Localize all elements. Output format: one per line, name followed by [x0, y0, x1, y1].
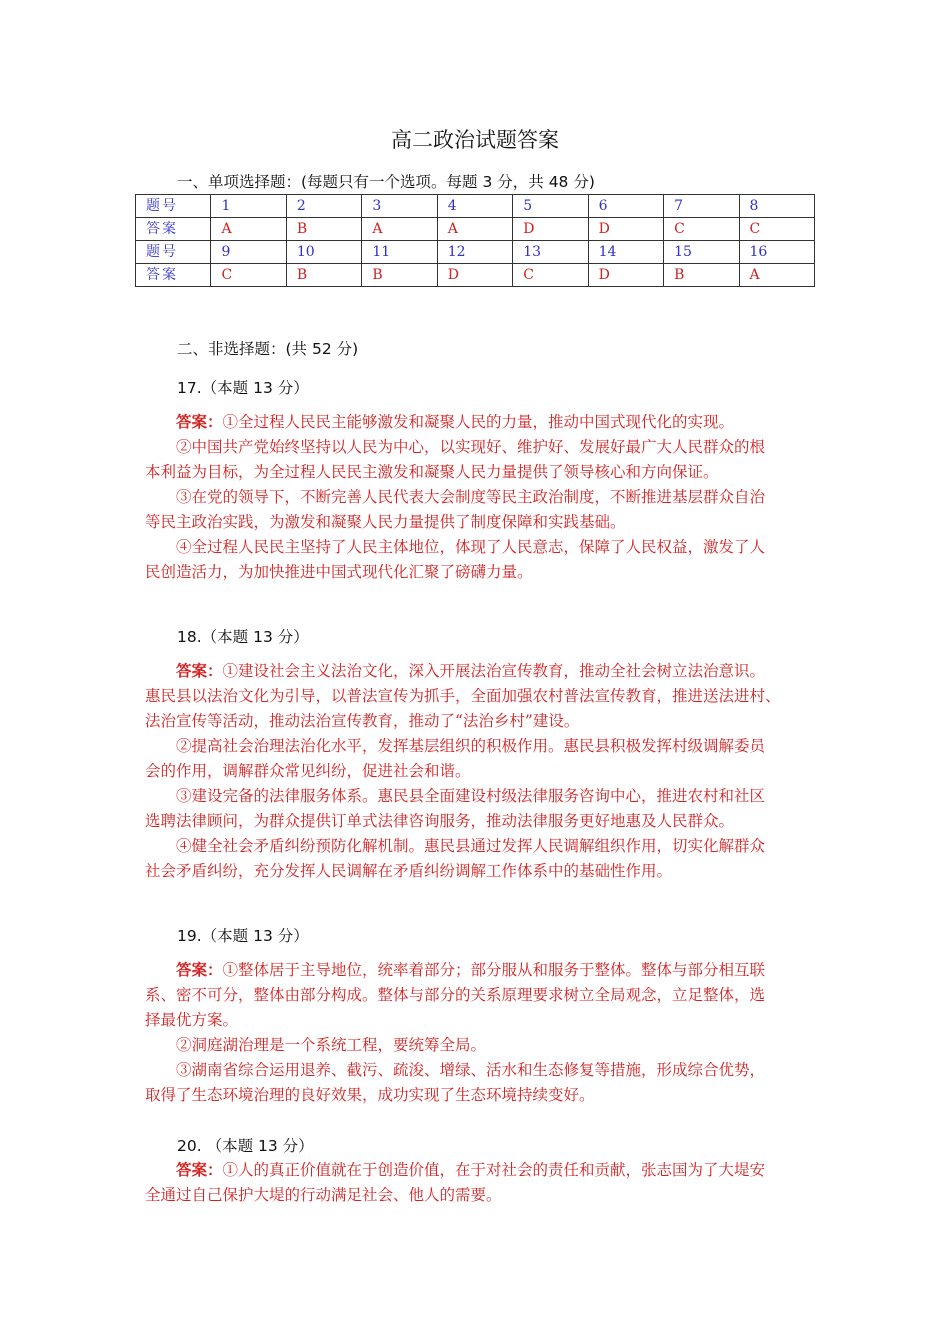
answer-line: 本利益为目标，为全过程人民民主激发和凝聚人民力量提供了领导核心和方向保证。 [145, 463, 719, 481]
question-number: 16 [739, 241, 815, 264]
answer-line: 全通过自己保护大堤的行动满足社会、他人的需要。 [145, 1186, 502, 1204]
answer-line: ①整体居于主导地位，统率着部分；部分服从和服务于整体。整体与部分相互联 [222, 961, 766, 979]
answer-line: 民创造活力，为加快推进中国式现代化汇聚了磅礴力量。 [145, 563, 533, 581]
question-20-heading: 20. （本题 13 分） [177, 1137, 314, 1155]
question-number: 5 [513, 195, 588, 218]
question-19-heading: 19.（本题 13 分） [177, 927, 309, 945]
answer-cell: A [211, 218, 286, 241]
question-number: 15 [664, 241, 739, 264]
answer-cell: C [513, 264, 588, 287]
question-number: 13 [513, 241, 588, 264]
question-number: 14 [588, 241, 663, 264]
question-number: 2 [286, 195, 361, 218]
answer-line: ④全过程人民民主坚持了人民主体地位，体现了人民意志，保障了人民权益，激发了人 [176, 538, 766, 556]
answer-label: 答案： [176, 960, 223, 979]
answer-cell: B [286, 264, 361, 287]
answer-label: 答案： [176, 661, 223, 680]
answer-line: 取得了生态环境治理的良好效果，成功实现了生态环境持续变好。 [145, 1086, 595, 1104]
answer-line: ②中国共产党始终坚持以人民为中心，以实现好、维护好、发展好最广大人民群众的根 [176, 438, 766, 456]
row-label: 答案 [136, 218, 211, 241]
answer-cell: A [362, 218, 437, 241]
table-row [136, 218, 815, 241]
table-row [136, 195, 815, 218]
answer-cell: A [739, 264, 815, 287]
answer-cell: D [588, 218, 663, 241]
answer-cell: C [739, 218, 815, 241]
table-row [136, 264, 815, 287]
answer-line: ①建设社会主义法治文化，深入开展法治宣传教育，推动全社会树立法治意识。 [222, 662, 766, 680]
section-1-heading: 一、单项选择题：(每题只有一个选项。每题 3 分，共 48 分) [177, 173, 595, 191]
table-row [136, 241, 815, 264]
answer-cell: C [664, 218, 739, 241]
answer-line: ①人的真正价值就在于创造价值，在于对社会的责任和贡献，张志国为了大堤安 [222, 1161, 766, 1179]
document-title: 高二政治试题答案 [391, 128, 559, 152]
answer-label: 答案： [176, 1160, 223, 1179]
question-number: 11 [362, 241, 437, 264]
question-number: 1 [211, 195, 286, 218]
answer-line: ③湖南省综合运用退养、截污、疏浚、增绿、活水和生态修复等措施，形成综合优势， [176, 1061, 766, 1079]
answer-cell: C [211, 264, 286, 287]
answer-line: 社会矛盾纠纷，充分发挥人民调解在矛盾纠纷调解工作体系中的基础性作用。 [145, 862, 673, 880]
answer-cell: D [437, 264, 512, 287]
question-20-answer [145, 1157, 810, 1208]
section-2-heading: 二、非选择题：(共 52 分) [177, 340, 359, 358]
answer-table [135, 194, 815, 287]
answer-line: ④健全社会矛盾纠纷预防化解机制。惠民县通过发挥人民调解组织作用，切实化解群众 [176, 837, 766, 855]
answer-cell: D [588, 264, 663, 287]
question-number: 12 [437, 241, 512, 264]
answer-line: 惠民县以法治文化为引导，以普法宣传为抓手，全面加强农村普法宣传教育，推进送法进村、 [145, 687, 781, 705]
answer-cell: D [513, 218, 588, 241]
answer-cell: A [437, 218, 512, 241]
answer-line: ②洞庭湖治理是一个系统工程，要统筹全局。 [176, 1036, 487, 1054]
question-number: 9 [211, 241, 286, 264]
row-label: 题号 [136, 241, 211, 264]
answer-label: 答案： [176, 412, 223, 431]
question-17-answer [145, 409, 810, 585]
answer-line: 系、密不可分，整体由部分构成。整体与部分的关系原理要求树立全局观念，立足整体，选 [145, 986, 766, 1004]
answer-cell: B [664, 264, 739, 287]
question-19-answer [145, 957, 810, 1108]
answer-line: 选聘法律顾问，为群众提供订单式法律咨询服务，推动法律服务更好地惠及人民群众。 [145, 812, 735, 830]
question-number: 6 [588, 195, 663, 218]
row-label: 题号 [136, 195, 211, 218]
answer-cell: B [362, 264, 437, 287]
answer-line: 法治宣传等活动，推动法治宣传教育，推动了“法治乡村”建设。 [145, 712, 580, 730]
question-number: 8 [739, 195, 815, 218]
answer-line: 会的作用，调解群众常见纠纷，促进社会和谐。 [145, 762, 471, 780]
question-number: 10 [286, 241, 361, 264]
question-17-heading: 17.（本题 13 分） [177, 379, 309, 397]
row-label: 答案 [136, 264, 211, 287]
question-number: 4 [437, 195, 512, 218]
answer-line: 择最优方案。 [145, 1011, 239, 1029]
answer-line: ③在党的领导下，不断完善人民代表大会制度等民主政治制度，不断推进基层群众自治 [176, 488, 766, 506]
answer-line: ③建设完备的法律服务体系。惠民县全面建设村级法律服务咨询中心，推进农村和社区 [176, 787, 766, 805]
answer-line: ①全过程人民民主能够激发和凝聚人民的力量，推动中国式现代化的实现。 [222, 413, 735, 431]
answer-cell: B [286, 218, 361, 241]
question-number: 7 [664, 195, 739, 218]
question-number: 3 [362, 195, 437, 218]
question-18-heading: 18.（本题 13 分） [177, 628, 309, 646]
answer-line: 等民主政治实践，为激发和凝聚人民力量提供了制度保障和实践基础。 [145, 513, 626, 531]
question-18-answer [145, 658, 810, 884]
answer-line: ②提高社会治理法治化水平，发挥基层组织的积极作用。惠民县积极发挥村级调解委员 [176, 737, 766, 755]
